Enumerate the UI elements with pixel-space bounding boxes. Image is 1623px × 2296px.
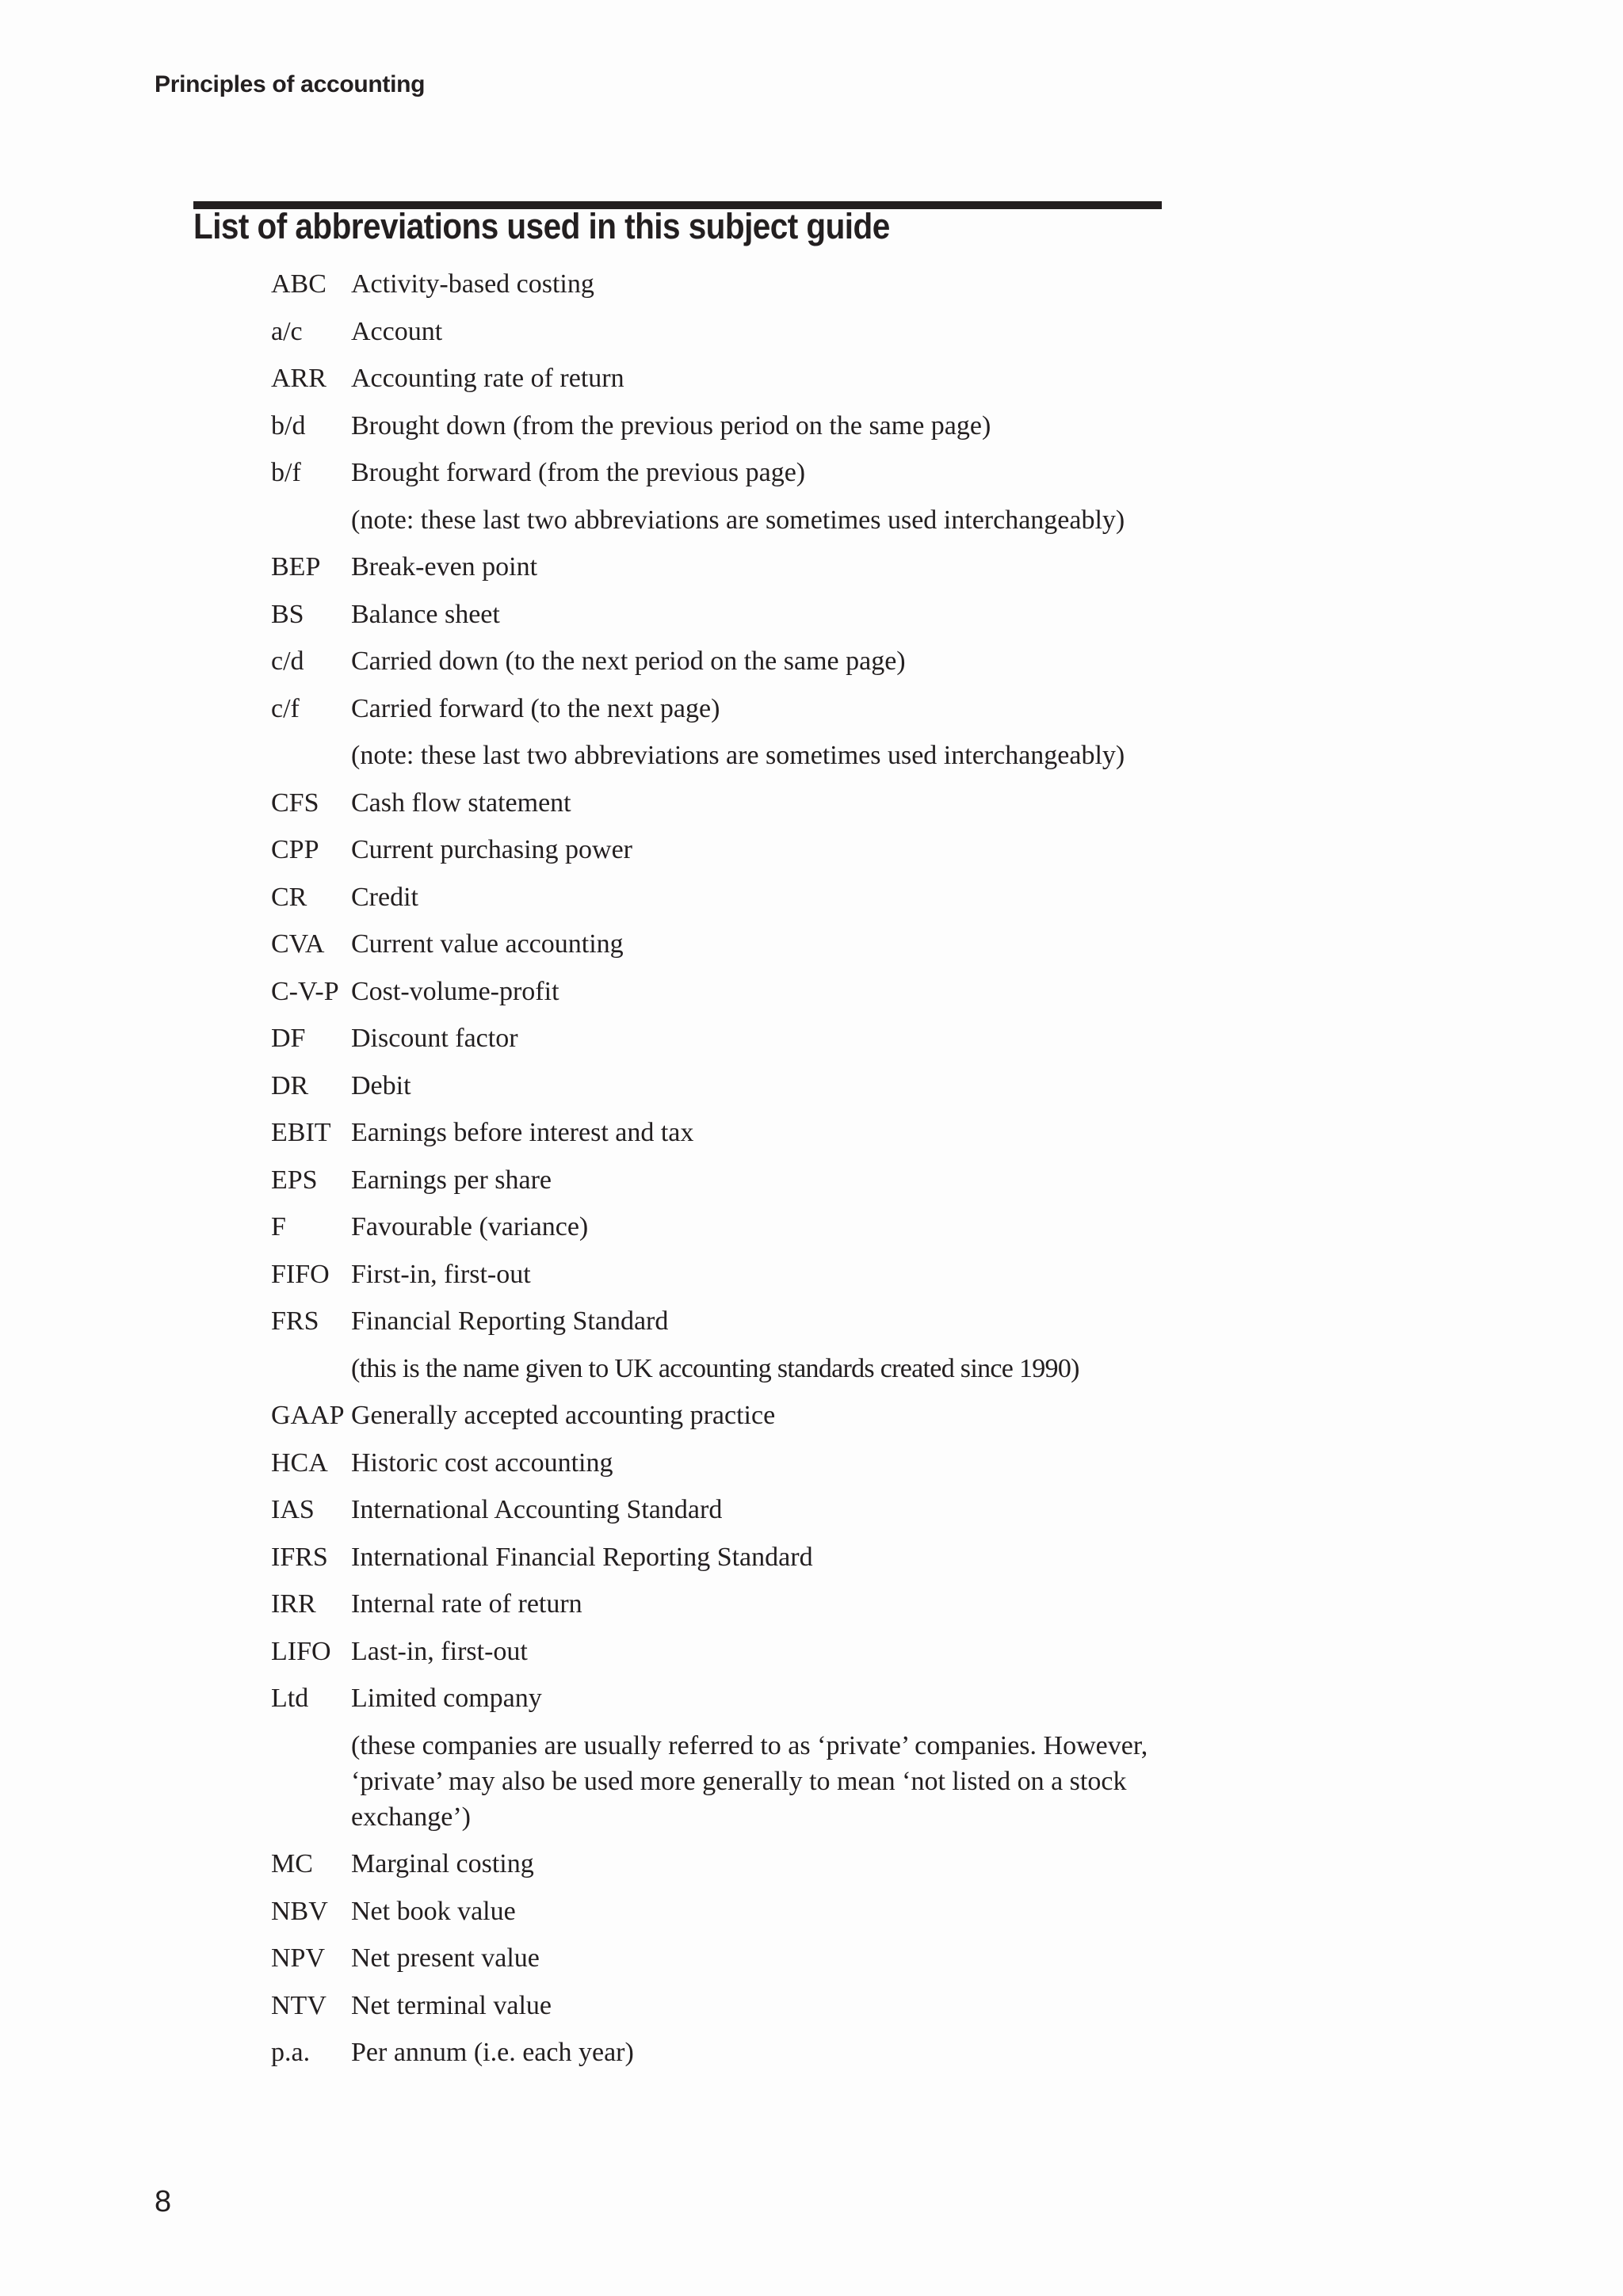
abbreviation-term: IFRS <box>271 1542 328 1572</box>
abbreviation-term: NTV <box>271 1990 327 2020</box>
abbreviation-term: NPV <box>271 1943 326 1973</box>
abbreviation-term: HCA <box>271 1447 328 1478</box>
abbreviation-definition: Credit <box>351 882 418 912</box>
abbreviation-definition: Discount factor <box>351 1024 518 1053</box>
abbreviation-definition: Break-even point <box>351 552 538 582</box>
abbreviation-term: CPP <box>271 835 319 864</box>
abbreviation-term: C-V-P <box>271 976 339 1006</box>
abbreviation-definition: Generally accepted accounting practice <box>351 1401 776 1430</box>
abbreviation-definition: First-in, first-out <box>351 1259 531 1289</box>
abbreviation-term: p.a. <box>271 2038 311 2067</box>
abbreviation-row <box>271 1846 1167 1882</box>
abbreviation-term: a/c <box>271 316 303 346</box>
abbreviation-term: IAS <box>271 1495 315 1524</box>
abbreviation-term: BS <box>271 599 304 629</box>
abbreviation-definition: Marginal costing <box>351 1849 534 1878</box>
abbreviation-definition: Current value accounting <box>351 929 624 959</box>
abbreviation-term: DF <box>271 1024 306 1053</box>
abbreviation-definition: Balance sheet <box>351 599 500 629</box>
abbreviation-definition: Net terminal value <box>351 1990 552 2020</box>
abbreviation-row <box>271 1115 1167 1150</box>
abbreviation-definition: Activity-based costing <box>351 269 594 299</box>
abbreviation-term: Ltd <box>271 1684 309 1713</box>
abbreviation-list <box>271 266 1167 2082</box>
abbreviation-row <box>271 1634 1167 1669</box>
abbreviation-row <box>271 1209 1167 1245</box>
abbreviation-row <box>271 691 1167 727</box>
abbreviation-row <box>271 1445 1167 1481</box>
abbreviation-definition: Carried forward (to the next page) <box>351 693 720 723</box>
abbreviation-definition: Net book value <box>351 1896 516 1926</box>
abbreviation-term: LIFO <box>271 1636 331 1666</box>
abbreviation-note: (these companies are usually referred to as ‘private’ companies. However, ‘private’ may also be used more generally to mean ‘not listed on a stock exchange’) <box>351 1730 1148 1832</box>
abbreviation-row <box>271 1020 1167 1056</box>
abbreviation-term: CR <box>271 882 307 912</box>
abbreviation-row <box>271 597 1167 632</box>
abbreviation-row <box>271 408 1167 444</box>
abbreviation-row <box>271 879 1167 915</box>
abbreviation-term: F <box>271 1212 286 1241</box>
abbreviation-row <box>271 1940 1167 1976</box>
abbreviation-definition: Account <box>351 316 443 346</box>
abbreviation-row <box>271 266 1167 302</box>
abbreviation-term: b/d <box>271 410 306 441</box>
abbreviation-row <box>271 643 1167 679</box>
abbreviation-row <box>271 1586 1167 1622</box>
abbreviation-row <box>271 974 1167 1009</box>
abbreviation-row <box>271 785 1167 821</box>
abbreviation-row <box>271 1068 1167 1104</box>
abbreviation-row <box>271 1492 1167 1527</box>
abbreviation-row <box>271 832 1167 868</box>
abbreviation-definition: Cash flow statement <box>351 788 571 818</box>
abbreviation-definition: Brought down (from the previous period on the same page) <box>351 410 991 441</box>
abbreviation-term: CVA <box>271 929 325 959</box>
abbreviation-definition: Carried down (to the next period on the same page) <box>351 646 906 676</box>
abbreviation-note: (this is the name given to UK accounting standards created since 1990) <box>351 1353 1079 1383</box>
abbreviation-definition: Internal rate of return <box>351 1589 582 1619</box>
abbreviation-term: b/f <box>271 458 301 487</box>
abbreviation-row <box>271 314 1167 349</box>
abbreviation-term: CFS <box>271 788 319 818</box>
abbreviation-definition: Limited company <box>351 1684 542 1713</box>
abbreviation-term: ARR <box>271 364 327 393</box>
abbreviation-definition: Current purchasing power <box>351 835 633 864</box>
abbreviation-row <box>271 1539 1167 1575</box>
abbreviation-definition: Accounting rate of return <box>351 364 624 393</box>
section-title: List of abbreviations used in this subject guide <box>193 206 890 246</box>
abbreviation-term: FIFO <box>271 1259 330 1289</box>
abbreviation-definition: Per annum (i.e. each year) <box>351 2038 634 2067</box>
abbreviation-term: NBV <box>271 1896 328 1926</box>
abbreviation-definition: Last-in, first-out <box>351 1636 528 1666</box>
abbreviation-term: EBIT <box>271 1118 331 1147</box>
running-head-title: Principles of accounting <box>155 71 426 97</box>
abbreviation-row <box>271 1680 1167 1716</box>
abbreviation-row <box>271 1894 1167 1929</box>
abbreviation-definition: International Accounting Standard <box>351 1495 723 1524</box>
abbreviation-term: FRS <box>271 1306 319 1336</box>
abbreviation-term: DR <box>271 1070 309 1100</box>
abbreviation-definition: Financial Reporting Standard <box>351 1306 669 1336</box>
abbreviation-row <box>271 455 1167 490</box>
abbreviation-definition: International Financial Reporting Standard <box>351 1542 813 1572</box>
abbreviation-definition: Cost-volume-profit <box>351 976 559 1006</box>
abbreviation-definition: Earnings per share <box>351 1165 552 1195</box>
abbreviation-term: GAAP <box>271 1401 345 1430</box>
abbreviation-term: BEP <box>271 552 321 582</box>
abbreviation-note: (note: these last two abbreviations are sometimes used interchangeably) <box>351 741 1125 770</box>
abbreviation-term: c/f <box>271 693 300 723</box>
abbreviation-row <box>271 549 1167 585</box>
abbreviation-term: MC <box>271 1849 313 1878</box>
abbreviation-term: EPS <box>271 1165 318 1195</box>
abbreviation-row <box>271 2035 1167 2070</box>
abbreviation-row <box>271 926 1167 962</box>
page-number: 8 <box>155 2185 172 2218</box>
abbreviation-row <box>271 360 1167 396</box>
abbreviation-term: ABC <box>271 269 327 299</box>
abbreviation-definition: Favourable (variance) <box>351 1212 589 1241</box>
abbreviation-row <box>271 1162 1167 1198</box>
abbreviation-row <box>271 1303 1167 1339</box>
abbreviation-definition: Brought forward (from the previous page) <box>351 458 806 487</box>
abbreviation-term: IRR <box>271 1589 316 1619</box>
abbreviation-row <box>271 1257 1167 1292</box>
abbreviation-definition: Earnings before interest and tax <box>351 1118 694 1147</box>
abbreviation-row <box>271 1398 1167 1433</box>
abbreviation-row <box>271 1988 1167 2023</box>
abbreviation-definition: Historic cost accounting <box>351 1447 613 1478</box>
abbreviation-term: c/d <box>271 646 304 676</box>
abbreviation-definition: Net present value <box>351 1943 540 1973</box>
abbreviation-definition: Debit <box>351 1070 411 1100</box>
abbreviation-note: (note: these last two abbreviations are sometimes used interchangeably) <box>351 505 1125 535</box>
